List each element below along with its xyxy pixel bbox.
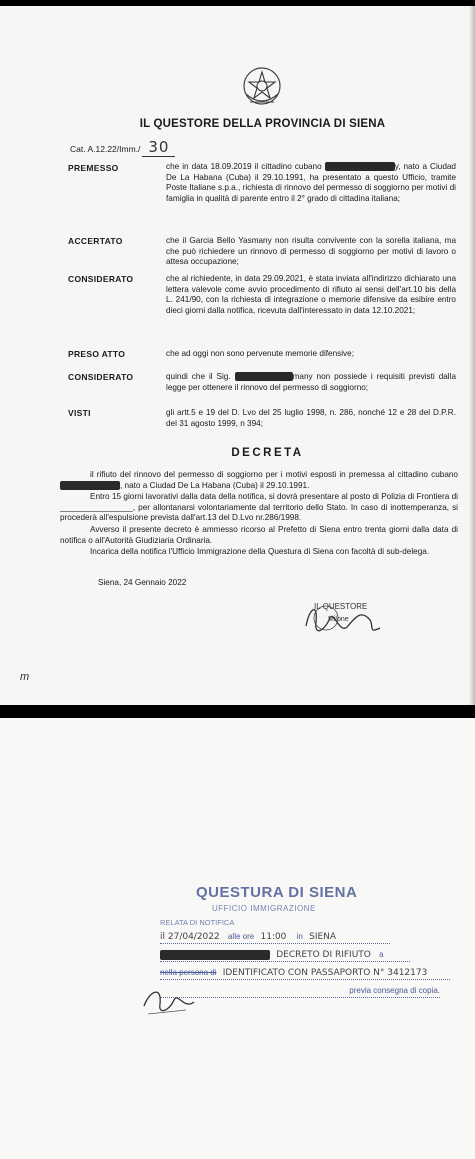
section-label-premesso: PREMESSO (68, 163, 119, 173)
identification-note: IDENTIFICATO CON PASSAPORTO N° 3412173 (222, 968, 428, 978)
section-text-accertato (166, 236, 456, 268)
text-fragment: che al richiedente, in data 29.09.2021, è stata inviata all'indirizzo dichiarato una lettera valevole come avvio procedimento di rifiuto ai sensi dell'art.10 bis della L. 241/90, con la richiesta di integrazione o memorie difensive da esibire entro dieci giorni dalla notifica, ricevuta dall'interessato in data 12.10.2021; (166, 274, 456, 315)
margin-initial: m (20, 671, 30, 683)
protocol-number (70, 138, 175, 156)
notified-document: DECRETO DI RIFIUTO (276, 950, 371, 961)
stamp-line-person (160, 968, 450, 980)
section-text-premesso (166, 162, 456, 204)
document-page-2 (0, 718, 475, 1159)
text-fragment: che in data 18.09.2019 il cittadino cubano (166, 162, 325, 171)
section-label-considerato: CONSIDERATO (68, 274, 134, 284)
text-fragment: quindi che il Sig. (166, 372, 235, 381)
text-fragment: il rifiuto del rinnovo del permesso di soggiorno per i motivi esposti in premessa al cittadino cubano (90, 470, 458, 479)
recipient-signature-icon (140, 980, 200, 1020)
page-edge-shadow (469, 6, 475, 705)
signature-name: Milone (328, 616, 349, 623)
text-fragment: che ad oggi non sono pervenute memorie difensive; (166, 349, 354, 358)
text-fragment: che il Garcia Bello Yasmany non risulta convivente con la sorella italiana, ma che può richiedere un rinnovo di permesso di soggiorno per motivi di lavoro o attesa occupazione; (166, 236, 456, 267)
text-fragment: , nato a Ciudad De La Habana (Cuba) il 29.10.1991. (120, 480, 310, 490)
time-label: alle ore (227, 932, 255, 941)
questore-signature (300, 596, 390, 646)
stamp-line-document (160, 950, 410, 962)
redacted-name (325, 162, 395, 171)
line-suffix: a (379, 950, 384, 960)
document-page-1 (0, 6, 475, 705)
section-text-considerato-2 (166, 372, 456, 393)
place-and-date: Siena, 24 Gennaio 2022 (98, 578, 187, 587)
redacted-name (60, 481, 120, 490)
section-label-considerato-2: CONSIDERATO (68, 372, 134, 382)
notification-time: 11:00 (260, 932, 287, 942)
section-text-preso-atto (166, 349, 456, 360)
stamp-title: QUESTURA DI SIENA (196, 884, 358, 901)
redacted-name (235, 372, 293, 381)
section-text-visti (166, 408, 456, 429)
protocol-handwritten-number: 30 (142, 138, 175, 157)
stamp-line-date (160, 932, 390, 944)
decree-paragraph-1 (60, 470, 458, 491)
decree-paragraph-3: Avverso il presente decreto è ammesso ricorso al Prefetto di Siena entro trenta giorni dalla data di notifica o all'Autorità Giudiziaria Ordinaria. (60, 525, 458, 545)
protocol-prefix: Cat. A.12.22/Imm./ (70, 144, 141, 154)
person-label: nella persona di (160, 968, 217, 977)
stamp-relata: RELATA DI NOTIFICA (160, 918, 235, 927)
text-fragment: gli artt.5 e 19 del D. Lvo del 25 luglio 1998, n. 286, nonché 12 e 28 del D.P.R. del 31 agosto 1999, n 394; (166, 408, 456, 428)
copy-note: previa consegna di copia. (349, 986, 440, 995)
in-label: in (296, 932, 303, 941)
section-label-visti: VISTI (68, 408, 91, 418)
decree-paragraph-2: Entro 15 giorni lavorativi dalla data della notifica, si dovrà presentare al posto di Polizia di Frontiera di ________________, per allontanarsi volontariamente dal territorio dello Stato. In caso di inottemperanza, si procederà all'espulsione prevista dall'art.13 del D.Lvo nr.286/1998. (60, 492, 458, 523)
notification-place: SIENA (309, 932, 337, 942)
section-label-preso-atto: PRESO ATTO (68, 349, 126, 359)
decreta-heading: DECRETA (231, 447, 304, 459)
notification-date: il 27/04/2022 (160, 932, 220, 942)
decree-paragraph-4: Incarica della notifica l'Ufficio Immigrazione della Questura di Siena con facoltà di sub-delega. (90, 547, 430, 556)
stamp-office: UFFICIO IMMIGRAZIONE (212, 904, 316, 913)
stamp-line-copy (160, 986, 440, 998)
text-fragment: y, nato a Ciudad De La Habana (Cuba) il 29.10.1991, ha presentato a questo Ufficio, tramite Poste Italiane s.p.a., richiesta di rinnovo del permesso di soggiorno per motivi di famiglia in qualità di parente entro il 2° grado di cittadina italiana; (166, 162, 456, 203)
section-text-considerato (166, 274, 456, 316)
italian-emblem-icon (240, 64, 284, 110)
document-title: IL QUESTORE DELLA PROVINCIA DI SIENA (139, 118, 386, 130)
section-label-accertato: ACCERTATO (68, 236, 123, 246)
redacted-text (160, 950, 270, 960)
signature-title: IL QUESTORE (314, 602, 368, 611)
text-fragment: many non possiede i requisiti previsti dalla legge per ottenere il rinnovo del permesso di soggiorno; (166, 372, 456, 392)
